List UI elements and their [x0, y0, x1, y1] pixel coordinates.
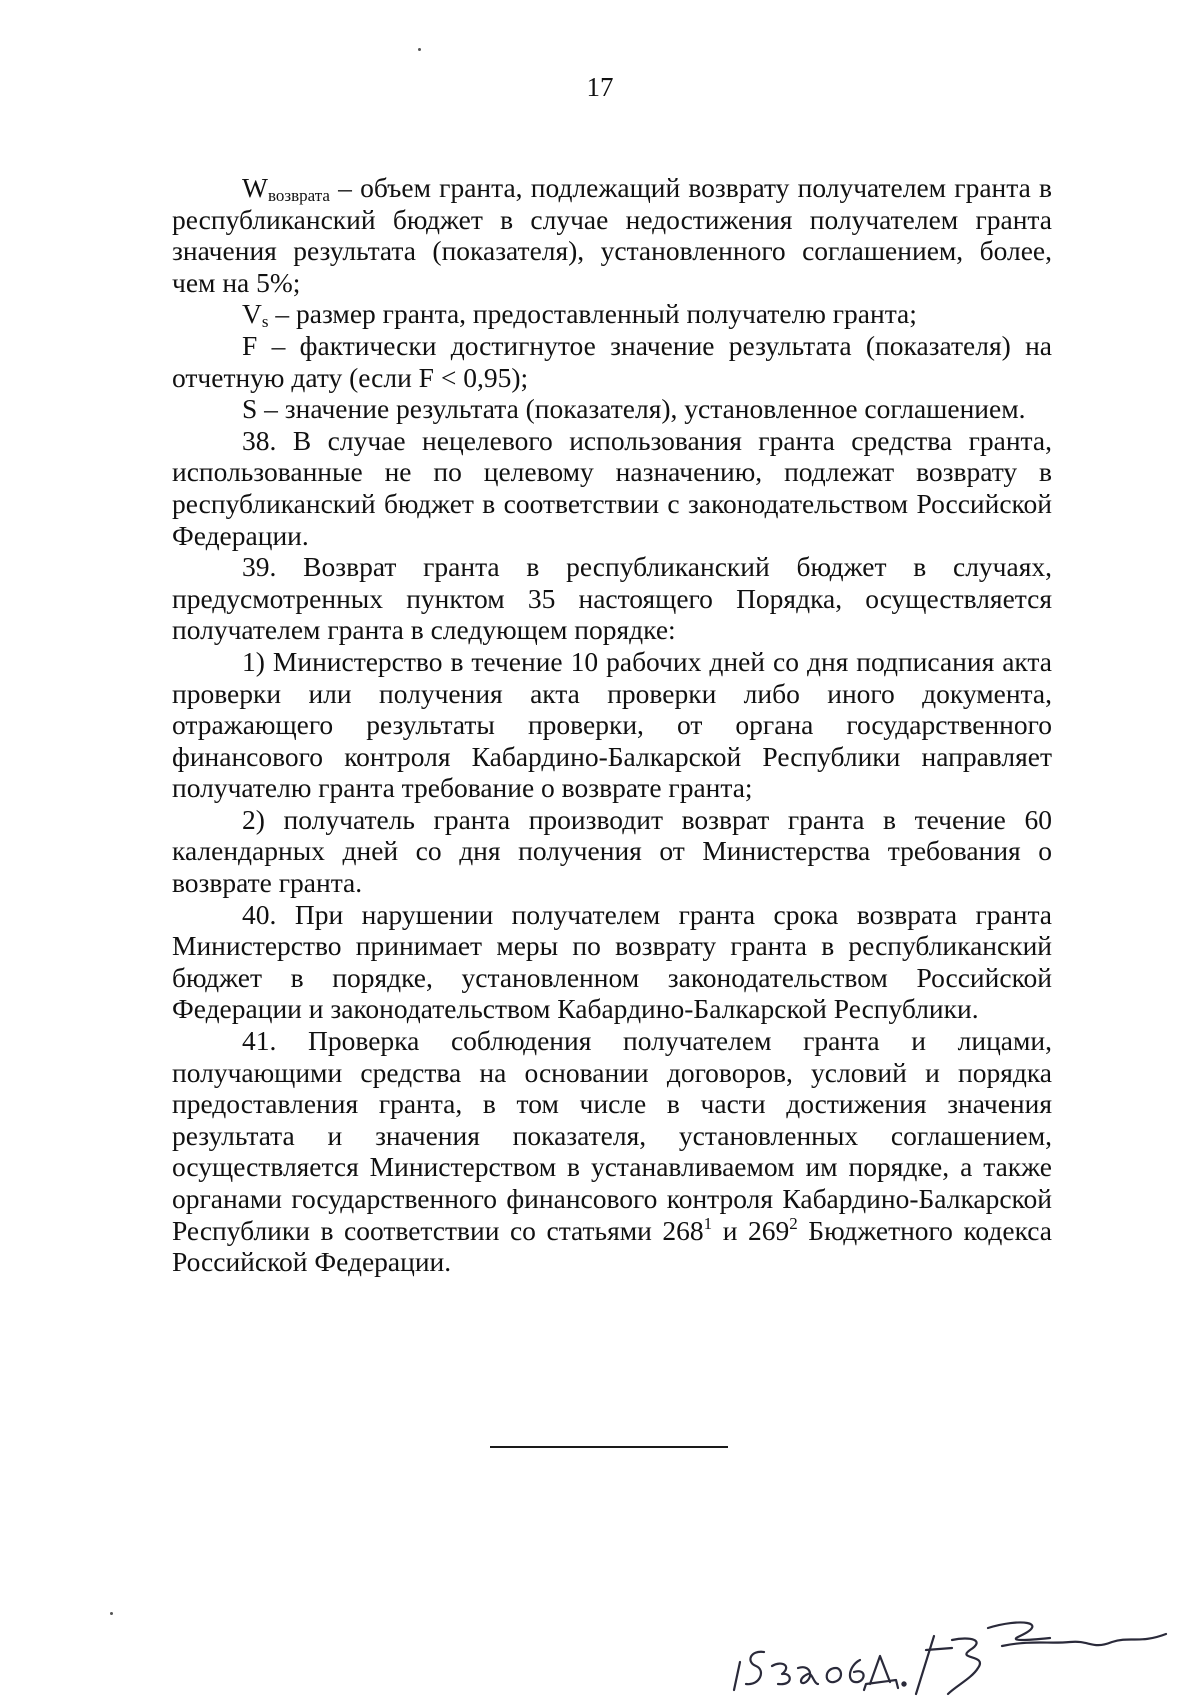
formula-subscript: s	[261, 312, 269, 332]
end-of-text-rule	[490, 1446, 728, 1448]
formula-symbol: W	[242, 172, 268, 203]
conjunction: и	[712, 1214, 748, 1246]
article-number: 269	[748, 1214, 790, 1246]
paragraph-w-return	[172, 172, 1052, 298]
scan-speck	[418, 48, 421, 51]
paragraph-38: 38. В случае нецелевого использования гранта средства гранта, использованные не по целевому назначению, подлежат возврату в республиканский бюджет в соответствии с законодательством Российской Федерации.	[172, 424, 1052, 551]
paragraph-40: 40. При нарушении получателем гранта срока возврата гранта Министерство принимает меры по возврату гранта в республиканский бюджет в порядке, установленном законодательством Российской Федерации и законодательством Кабардино-Балкарской Республики.	[172, 898, 1052, 1025]
paragraph-41	[172, 1025, 1052, 1278]
paragraph-f: F – фактически достигнутое значение результата (показателя) на отчетную дату (если F < 0,95);	[172, 329, 1052, 393]
scan-speck	[110, 1612, 113, 1615]
paragraph-vs	[172, 298, 1052, 330]
article-number: 268	[662, 1214, 704, 1246]
handwritten-signature	[720, 1610, 1180, 1696]
document-body	[172, 172, 1052, 1278]
article-superscript: 1	[703, 1213, 713, 1233]
article-superscript: 2	[789, 1213, 798, 1233]
formula-subscript: возврата	[267, 186, 330, 205]
paragraph-s: S – значение результата (показателя), установленное соглашением.	[242, 393, 1026, 425]
paragraph-text: 41. Проверка соблюдения получателем гранта и лицами, получающими средства на основании договоров, условий и порядка предоставления гранта, в том числе в части достижения значения результата и значения показателя, установленных соглашением, осуществляется Министерством в устанавливаемом им порядке, а также органами государственного финансового контроля Кабардино-Балкарской Республики в соответствии со статьями	[172, 1025, 1052, 1246]
paragraph-text: – размер гранта, предоставленный получателю гранта;	[268, 298, 917, 330]
page-number: 17	[586, 72, 614, 102]
paragraph-text: – объем гранта, подлежащий возврату получателем гранта в республиканский бюджет в случае недостижения получателем гранта значения результата (показателя), установленного соглашением, более, чем на 5%;	[172, 172, 1052, 298]
paragraph-39-item-1: 1) Министерство в течение 10 рабочих дней со дня подписания акта проверки или получения акта проверки либо иного документа, отражающего результаты проверки, от органа государственного финансового контроля Кабардино-Балкарской Республики направляет получателю гранта требование о возврате гранта;	[172, 645, 1052, 804]
paragraph-39: 39. Возврат гранта в республиканский бюджет в случаях, предусмотренных пунктом 35 настоящего Порядка, осуществляется получателем гранта в следующем порядке:	[172, 551, 1052, 646]
signature-drawing	[720, 1610, 1180, 1696]
paragraph-39-item-2: 2) получатель гранта производит возврат гранта в течение 60 календарных дней со дня получения от Министерства требования о возврате гранта.	[172, 803, 1052, 899]
paragraph-text: Бюджетного кодекса Российской Федерации.	[172, 1214, 1052, 1278]
formula-symbol: V	[242, 298, 262, 330]
